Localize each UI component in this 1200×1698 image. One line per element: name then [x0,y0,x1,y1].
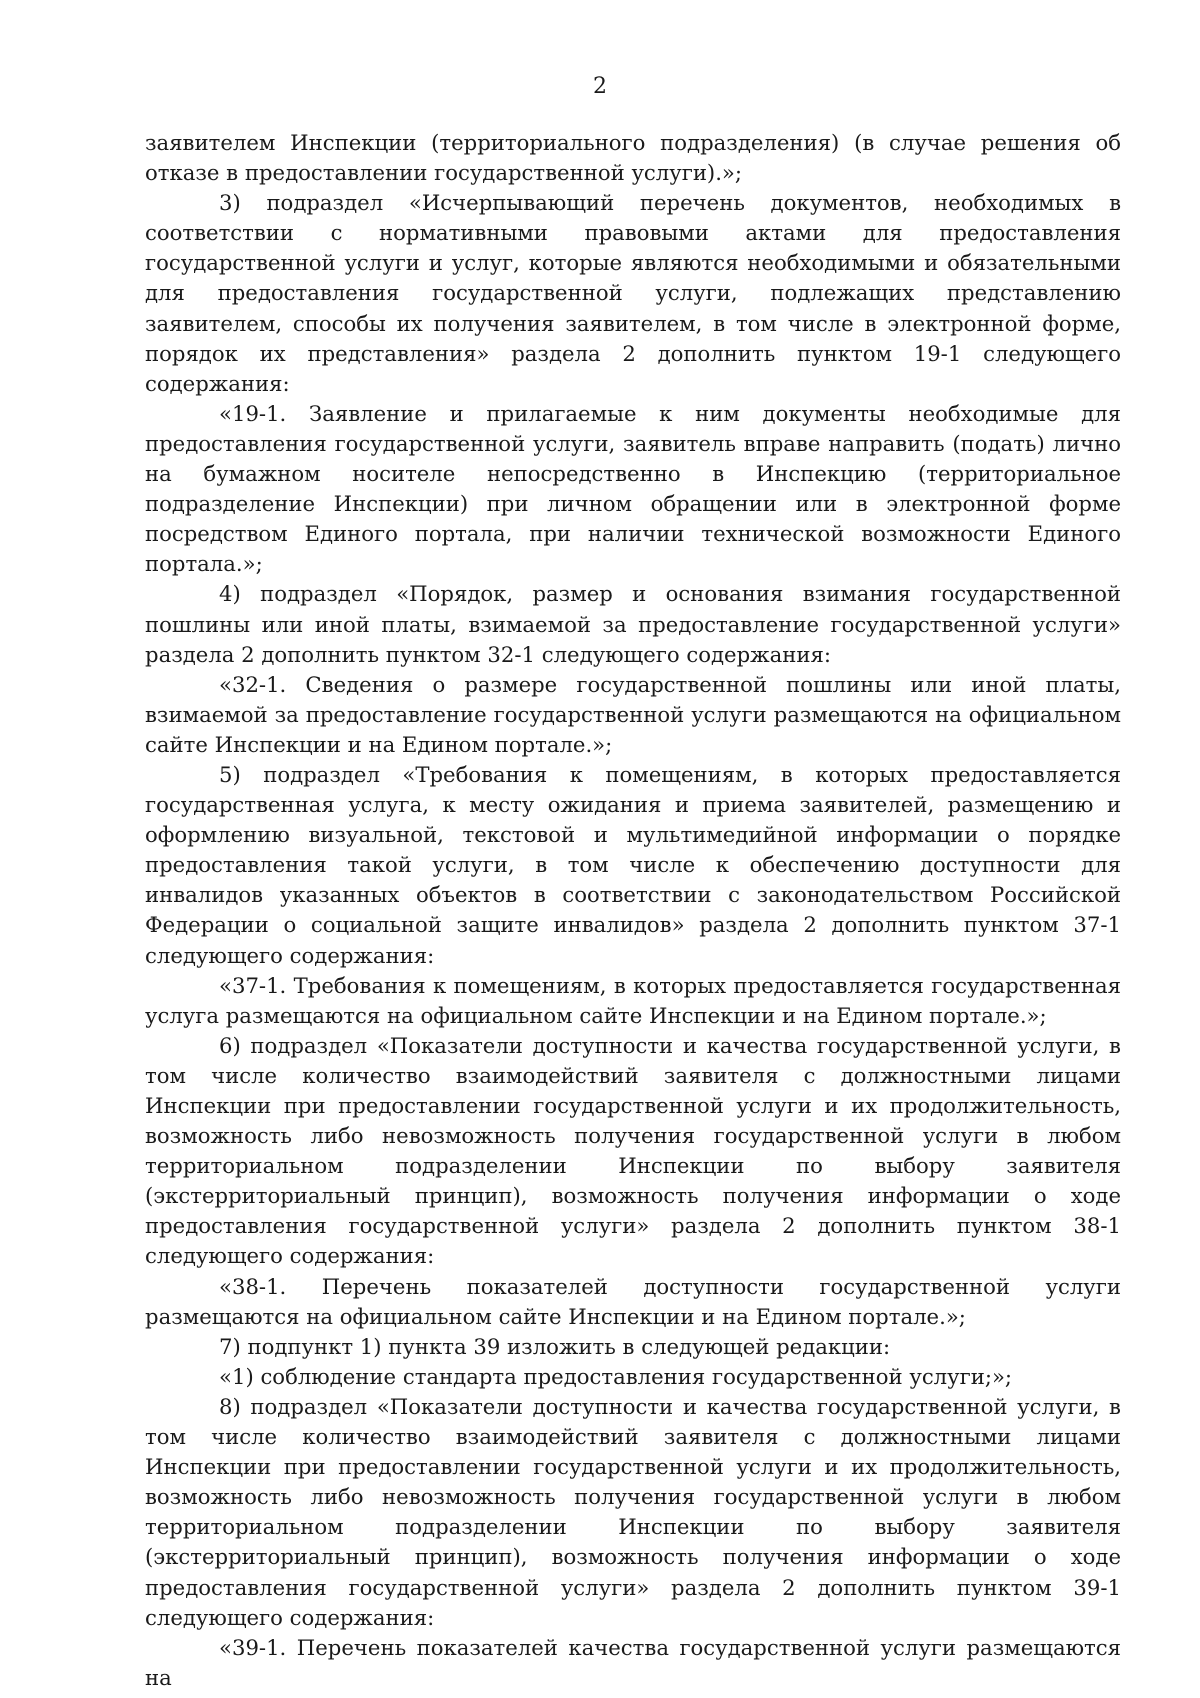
page-number: 2 [593,74,607,99]
paragraph-2: 3) подраздел «Исчерпывающий перечень документов, необходимых в соответствии с нормативными правовыми актами для предоставления государственной услуги и услуг, которые являются необходимыми и обязательными для предоставления государственной услуги, подлежащих представлению заявителем, способы их получения заявителем, в том числе в электронной форме, порядок их представления» раздела 2 дополнить пунктом 19-1 следующего содержания: [145,190,1121,396]
document-body [145,128,1121,1693]
paragraph-10: 7) подпункт 1) пункта 39 изложить в следующей редакции: [219,1333,891,1359]
paragraph-6: 5) подраздел «Требования к помещениям, в которых предоставляется государственная услуга, к месту ожидания и приема заявителей, размещению и оформлению визуальной, текстовой и мультимедийной информации о порядке предоставления такой услуги, в том числе к обеспечению доступности для инвалидов указанных объектов в соответствии с законодательством Российской Федерации о социальной защите инвалидов» раздела 2 дополнить пунктом 37-1 следующего содержания: [145,761,1121,968]
paragraph-9: «38-1. Перечень показателей доступности государственной услуги размещаются на официальном сайте Инспекции и на Едином портале.»; [145,1273,1121,1329]
paragraph-7: «37-1. Требования к помещениям, в которых предоставляется государственная услуга размещаются на официальном сайте Инспекции и на Едином портале.»; [145,972,1121,1028]
paragraph-8: 6) подраздел «Показатели доступности и качества государственной услуги, в том числе количество взаимодействий заявителя с должностными лицами Инспекции при предоставлении государственной услуги и их продолжительность, возможность либо невозможность получения государственной услуги в любом территориальном подразделении Инспекции по выбору заявителя (экстерриториальный принцип), возможность получения информации о ходе предоставления государственной услуги» раздела 2 дополнить пунктом 38-1 следующего содержания: [145,1032,1121,1269]
paragraph-5: «32-1. Сведения о размере государственной пошлины или иной платы, взимаемой за предоставление государственной услуги размещаются на официальном сайте Инспекции и на Едином портале.»; [145,671,1121,757]
paragraph-3: «19-1. Заявление и прилагаемые к ним документы необходимые для предоставления государственной услуги, заявитель вправе направить (подать) лично на бумажном носителе непосредственно в Инспекцию (территориальное подразделение Инспекции) при личном обращении или в электронной форме посредством Единого портала, при наличии технической возможности Единого портала.»; [145,400,1121,577]
paragraph-12: 8) подраздел «Показатели доступности и качества государственной услуги, в том числе количество взаимодействий заявителя с должностными лицами Инспекции при предоставлении государственной услуги и их продолжительность, возможность либо невозможность получения государственной услуги в любом территориальном подразделении Инспекции по выбору заявителя (экстерриториальный принцип), возможность получения информации о ходе предоставления государственной услуги» раздела 2 дополнить пунктом 39-1 следующего содержания: [145,1393,1121,1630]
paragraph-4: 4) подраздел «Порядок, размер и основания взимания государственной пошлины или иной платы, взимаемой за предоставление государственной услуги» раздела 2 дополнить пунктом 32-1 следующего содержания: [145,581,1121,667]
paragraph-13: «39-1. Перечень показателей качества государственной услуги размещаются на [145,1634,1121,1690]
paragraph-11: «1) соблюдение стандарта предоставления государственной услуги;»; [219,1363,1013,1389]
paragraph-1: заявителем Инспекции (территориального подразделения) (в случае решения об отказе в предоставлении государственной услуги).»; [145,130,1121,186]
